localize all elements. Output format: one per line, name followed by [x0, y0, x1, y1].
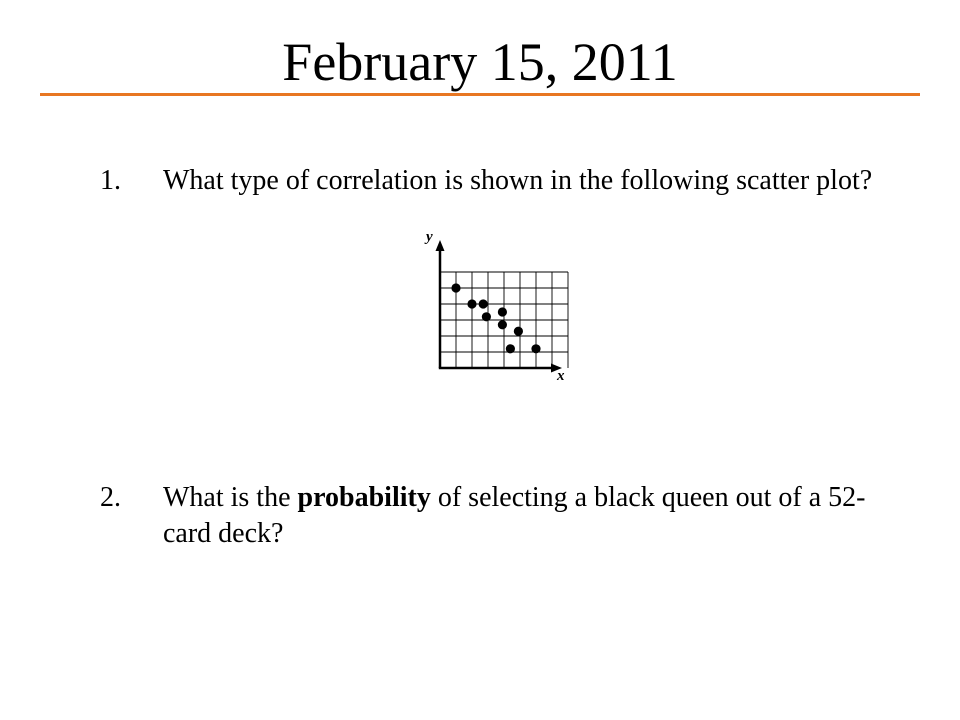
- scatter-point: [451, 283, 460, 292]
- scatter-point: [506, 344, 515, 353]
- plot-axes: [424, 229, 565, 384]
- scatter-point: [479, 299, 488, 308]
- y-axis-label: y: [426, 229, 433, 245]
- scatter-plot: [420, 225, 580, 385]
- plot-points: [451, 283, 540, 353]
- scatter-point: [467, 299, 476, 308]
- question-2-number: 2.: [100, 482, 121, 513]
- question-2-keyword-probability: probability: [297, 482, 431, 513]
- slide-title: February 15, 2011: [282, 32, 678, 92]
- scatter-point: [498, 307, 507, 316]
- scatter-point: [482, 312, 491, 321]
- question-2: [100, 480, 880, 560]
- question-1-number: 1.: [100, 165, 121, 196]
- title-divider: [40, 93, 920, 96]
- question-2-text: [163, 480, 883, 552]
- question-2-text-before: What is the: [163, 482, 298, 513]
- question-1-text: What type of correlation is shown in the following scatter plot?: [163, 165, 873, 196]
- y-axis-arrow: [436, 240, 445, 251]
- question-2-text-after: of selecting a black queen out of a 52-card deck?: [163, 482, 866, 549]
- scatter-point: [514, 327, 523, 336]
- x-axis-label: x: [557, 368, 565, 384]
- scatter-point: [531, 344, 540, 353]
- scatter-point: [498, 320, 507, 329]
